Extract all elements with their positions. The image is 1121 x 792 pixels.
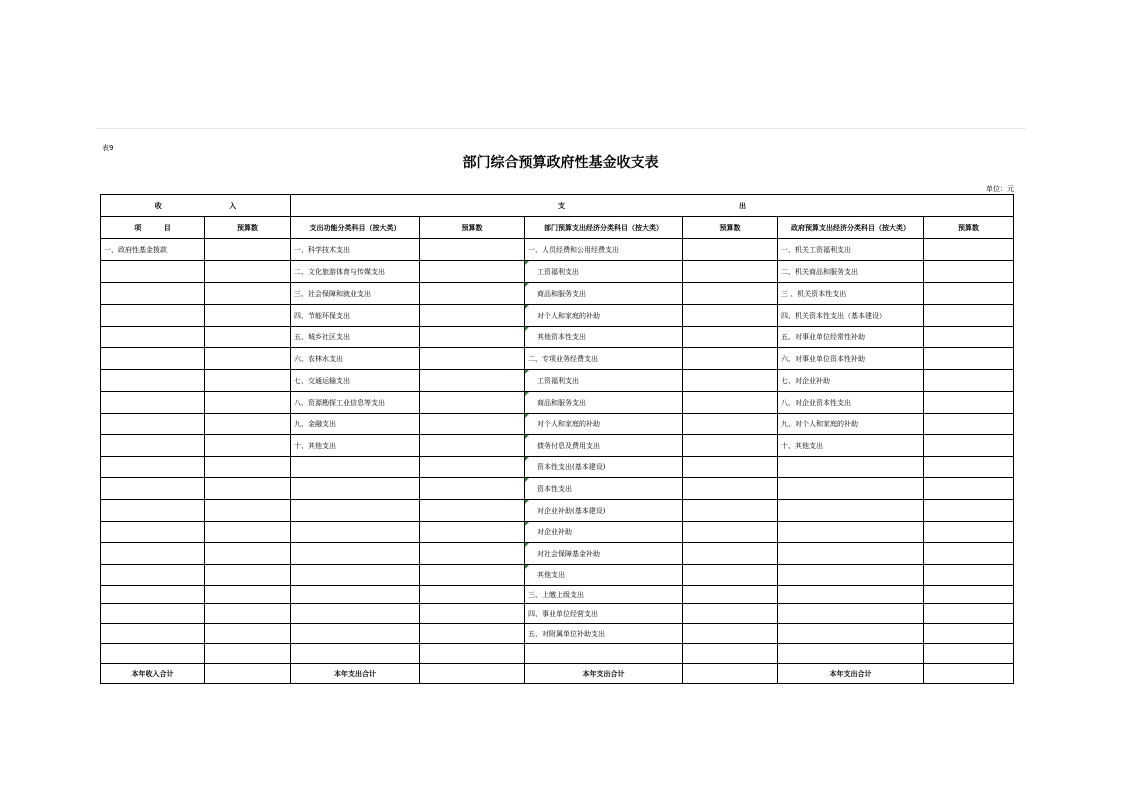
income-item xyxy=(101,370,205,392)
func-item: 四、节能环保支出 xyxy=(291,305,420,327)
income-budget xyxy=(205,392,291,414)
table-row xyxy=(101,239,1014,261)
func-budget xyxy=(420,327,525,348)
dept-item: 债务付息及费用支出 xyxy=(525,435,683,457)
income-item xyxy=(101,478,205,500)
income-item xyxy=(101,435,205,457)
income-item xyxy=(101,305,205,327)
gov-item xyxy=(778,604,924,624)
col-gov: 政府预算支出经济分类科目（按大类） xyxy=(778,217,924,239)
expense-total: 本年支出合计 xyxy=(291,664,420,684)
gov-item: 六、对事业单位资本性补助 xyxy=(778,348,924,370)
gov-budget xyxy=(924,239,1014,261)
table-row xyxy=(101,644,1014,664)
func-budget xyxy=(420,283,525,305)
gov-item xyxy=(778,500,924,522)
func-item: 五、城乡社区支出 xyxy=(291,327,420,348)
gov-item xyxy=(778,565,924,586)
func-item xyxy=(291,500,420,522)
income-budget xyxy=(205,500,291,522)
dept-item: 工资福利支出 xyxy=(525,370,683,392)
income-budget xyxy=(205,478,291,500)
income-item xyxy=(101,348,205,370)
income-item xyxy=(101,392,205,414)
gov-item xyxy=(778,522,924,543)
func-budget xyxy=(420,457,525,478)
income-item xyxy=(101,565,205,586)
gov-item xyxy=(778,644,924,664)
dept-item: 一、人员经费和公用经费支出 xyxy=(525,239,683,261)
dept-item: 资本性支出 xyxy=(525,478,683,500)
gov-budget xyxy=(924,565,1014,586)
income-item xyxy=(101,457,205,478)
table-row xyxy=(101,604,1014,624)
income-item xyxy=(101,500,205,522)
gov-budget xyxy=(924,435,1014,457)
col-budget: 预算数 xyxy=(205,217,291,239)
dept-item: 其他支出 xyxy=(525,565,683,586)
income-budget xyxy=(205,370,291,392)
col-budget: 预算数 xyxy=(420,217,525,239)
income-budget xyxy=(205,435,291,457)
func-item xyxy=(291,478,420,500)
dept-item: 对社会保障基金补助 xyxy=(525,543,683,565)
dept-item xyxy=(525,644,683,664)
gov-item: 五、对事业单位经常性补助 xyxy=(778,327,924,348)
income-budget xyxy=(205,604,291,624)
income-budget xyxy=(205,565,291,586)
gov-item: 二、机关商品和服务支出 xyxy=(778,261,924,283)
dept-budget xyxy=(683,370,778,392)
gov-item: 九、对个人和家庭的补助 xyxy=(778,414,924,435)
func-item: 七、交通运输支出 xyxy=(291,370,420,392)
income-total: 本年收入合计 xyxy=(101,664,205,684)
gov-item xyxy=(778,586,924,604)
func-budget xyxy=(420,348,525,370)
income-budget xyxy=(205,522,291,543)
top-divider xyxy=(96,128,1026,129)
table-row xyxy=(101,522,1014,543)
func-item xyxy=(291,586,420,604)
expense-total-value xyxy=(683,664,778,684)
func-budget xyxy=(420,392,525,414)
table-row xyxy=(101,283,1014,305)
table-row xyxy=(101,435,1014,457)
income-item xyxy=(101,604,205,624)
dept-budget xyxy=(683,644,778,664)
gov-item xyxy=(778,543,924,565)
dept-item: 对企业补助(基本建设) xyxy=(525,500,683,522)
col-func: 支出功能分类科目（按大类） xyxy=(291,217,420,239)
income-item xyxy=(101,283,205,305)
dept-item: 五、对附属单位补助支出 xyxy=(525,624,683,644)
gov-budget xyxy=(924,500,1014,522)
dept-budget xyxy=(683,327,778,348)
gov-budget xyxy=(924,283,1014,305)
expense-total-value xyxy=(924,664,1014,684)
func-budget xyxy=(420,543,525,565)
income-item: 一、政府性基金拨款 xyxy=(101,239,205,261)
income-budget xyxy=(205,586,291,604)
func-item: 十、其他支出 xyxy=(291,435,420,457)
dept-budget xyxy=(683,435,778,457)
table-row xyxy=(101,500,1014,522)
income-item xyxy=(101,261,205,283)
table-row xyxy=(101,414,1014,435)
table-row xyxy=(101,327,1014,348)
dept-budget xyxy=(683,305,778,327)
table-row xyxy=(101,392,1014,414)
gov-item: 一、机关工资福利支出 xyxy=(778,239,924,261)
gov-item: 十、其他支出 xyxy=(778,435,924,457)
col-item-char: 项 xyxy=(134,223,142,232)
table-row xyxy=(101,624,1014,644)
gov-budget xyxy=(924,543,1014,565)
gov-item: 七、对企业补助 xyxy=(778,370,924,392)
col-item xyxy=(101,217,205,239)
dept-item: 对个人和家庭的补助 xyxy=(525,414,683,435)
gov-budget xyxy=(924,604,1014,624)
dept-budget xyxy=(683,348,778,370)
income-item xyxy=(101,327,205,348)
expense-total: 本年支出合计 xyxy=(778,664,924,684)
dept-budget xyxy=(683,624,778,644)
gov-budget xyxy=(924,624,1014,644)
income-item xyxy=(101,644,205,664)
func-item: 一、科学技术支出 xyxy=(291,239,420,261)
gov-budget xyxy=(924,478,1014,500)
func-item xyxy=(291,624,420,644)
expense-total-value xyxy=(420,664,525,684)
gov-budget xyxy=(924,644,1014,664)
func-budget xyxy=(420,414,525,435)
dept-item: 对个人和家庭的补助 xyxy=(525,305,683,327)
gov-item: 八、对企业资本性支出 xyxy=(778,392,924,414)
dept-item: 资本性支出(基本建设) xyxy=(525,457,683,478)
func-budget xyxy=(420,305,525,327)
income-budget xyxy=(205,414,291,435)
func-budget xyxy=(420,624,525,644)
func-budget xyxy=(420,604,525,624)
table-row xyxy=(101,543,1014,565)
func-budget xyxy=(420,478,525,500)
func-item xyxy=(291,644,420,664)
func-item xyxy=(291,565,420,586)
header-row-columns xyxy=(101,217,1014,239)
dept-item: 工资福利支出 xyxy=(525,261,683,283)
gov-budget xyxy=(924,414,1014,435)
func-item: 八、资源勘探工业信息等支出 xyxy=(291,392,420,414)
gov-budget xyxy=(924,370,1014,392)
func-budget xyxy=(420,261,525,283)
totals-row xyxy=(101,664,1014,684)
expense-header-char: 出 xyxy=(739,201,746,210)
func-budget xyxy=(420,370,525,392)
func-item: 九、金融支出 xyxy=(291,414,420,435)
func-item xyxy=(291,543,420,565)
income-budget xyxy=(205,305,291,327)
budget-table xyxy=(100,194,1014,684)
table-row xyxy=(101,305,1014,327)
func-item: 三、社会保障和就业支出 xyxy=(291,283,420,305)
table-row xyxy=(101,457,1014,478)
dept-item: 商品和服务支出 xyxy=(525,392,683,414)
gov-item xyxy=(778,478,924,500)
expense-header-char: 支 xyxy=(558,201,565,210)
expense-total: 本年支出合计 xyxy=(525,664,683,684)
income-total-value xyxy=(205,664,291,684)
gov-item: 四、机关资本性支出（基本建设） xyxy=(778,305,924,327)
func-item xyxy=(291,604,420,624)
dept-budget xyxy=(683,457,778,478)
income-budget xyxy=(205,624,291,644)
table-row xyxy=(101,565,1014,586)
func-budget xyxy=(420,586,525,604)
gov-budget xyxy=(924,261,1014,283)
gov-budget xyxy=(924,392,1014,414)
func-budget xyxy=(420,435,525,457)
dept-item: 商品和服务支出 xyxy=(525,283,683,305)
unit-label: 单位：元 xyxy=(986,185,1014,193)
gov-item: 三 、机关资本性支出 xyxy=(778,283,924,305)
func-item: 二、文化旅游体育与传媒支出 xyxy=(291,261,420,283)
income-item xyxy=(101,414,205,435)
table-row xyxy=(101,348,1014,370)
dept-item: 三、上缴上级支出 xyxy=(525,586,683,604)
func-budget xyxy=(420,644,525,664)
income-budget xyxy=(205,239,291,261)
income-budget xyxy=(205,457,291,478)
income-item xyxy=(101,543,205,565)
income-item xyxy=(101,522,205,543)
income-item xyxy=(101,624,205,644)
gov-budget xyxy=(924,327,1014,348)
func-budget xyxy=(420,565,525,586)
sheet-number: 表9 xyxy=(102,144,114,152)
col-budget: 预算数 xyxy=(683,217,778,239)
func-item xyxy=(291,522,420,543)
dept-item: 其他资本性支出 xyxy=(525,327,683,348)
income-header xyxy=(101,195,291,217)
gov-budget xyxy=(924,586,1014,604)
income-budget xyxy=(205,644,291,664)
income-budget xyxy=(205,283,291,305)
income-budget xyxy=(205,348,291,370)
dept-item: 对企业补助 xyxy=(525,522,683,543)
func-item: 六、农林水支出 xyxy=(291,348,420,370)
dept-item: 四、事业单位经营支出 xyxy=(525,604,683,624)
gov-budget xyxy=(924,348,1014,370)
dept-budget xyxy=(683,283,778,305)
gov-item xyxy=(778,624,924,644)
dept-budget xyxy=(683,414,778,435)
func-budget xyxy=(420,239,525,261)
dept-budget xyxy=(683,586,778,604)
table-row xyxy=(101,586,1014,604)
gov-budget xyxy=(924,522,1014,543)
gov-budget xyxy=(924,305,1014,327)
func-item xyxy=(291,457,420,478)
dept-budget xyxy=(683,261,778,283)
income-item xyxy=(101,586,205,604)
page-title: 部门综合预算政府性基金收支表 xyxy=(462,155,659,171)
header-row-group xyxy=(101,195,1014,217)
col-budget: 预算数 xyxy=(924,217,1014,239)
col-dept: 部门预算支出经济分类科目（按大类） xyxy=(525,217,683,239)
col-item-char: 目 xyxy=(163,223,171,232)
gov-budget xyxy=(924,457,1014,478)
income-budget xyxy=(205,327,291,348)
func-budget xyxy=(420,522,525,543)
expense-header xyxy=(291,195,1014,217)
income-budget xyxy=(205,261,291,283)
dept-budget xyxy=(683,500,778,522)
func-budget xyxy=(420,500,525,522)
table-row xyxy=(101,370,1014,392)
dept-item: 二、专项业务经费支出 xyxy=(525,348,683,370)
dept-budget xyxy=(683,565,778,586)
gov-item xyxy=(778,457,924,478)
income-budget xyxy=(205,543,291,565)
income-header-char: 收 xyxy=(154,201,162,210)
dept-budget xyxy=(683,239,778,261)
income-header-char: 入 xyxy=(229,201,237,210)
dept-budget xyxy=(683,522,778,543)
table-row xyxy=(101,478,1014,500)
dept-budget xyxy=(683,543,778,565)
dept-budget xyxy=(683,604,778,624)
dept-budget xyxy=(683,478,778,500)
table-row xyxy=(101,261,1014,283)
dept-budget xyxy=(683,392,778,414)
